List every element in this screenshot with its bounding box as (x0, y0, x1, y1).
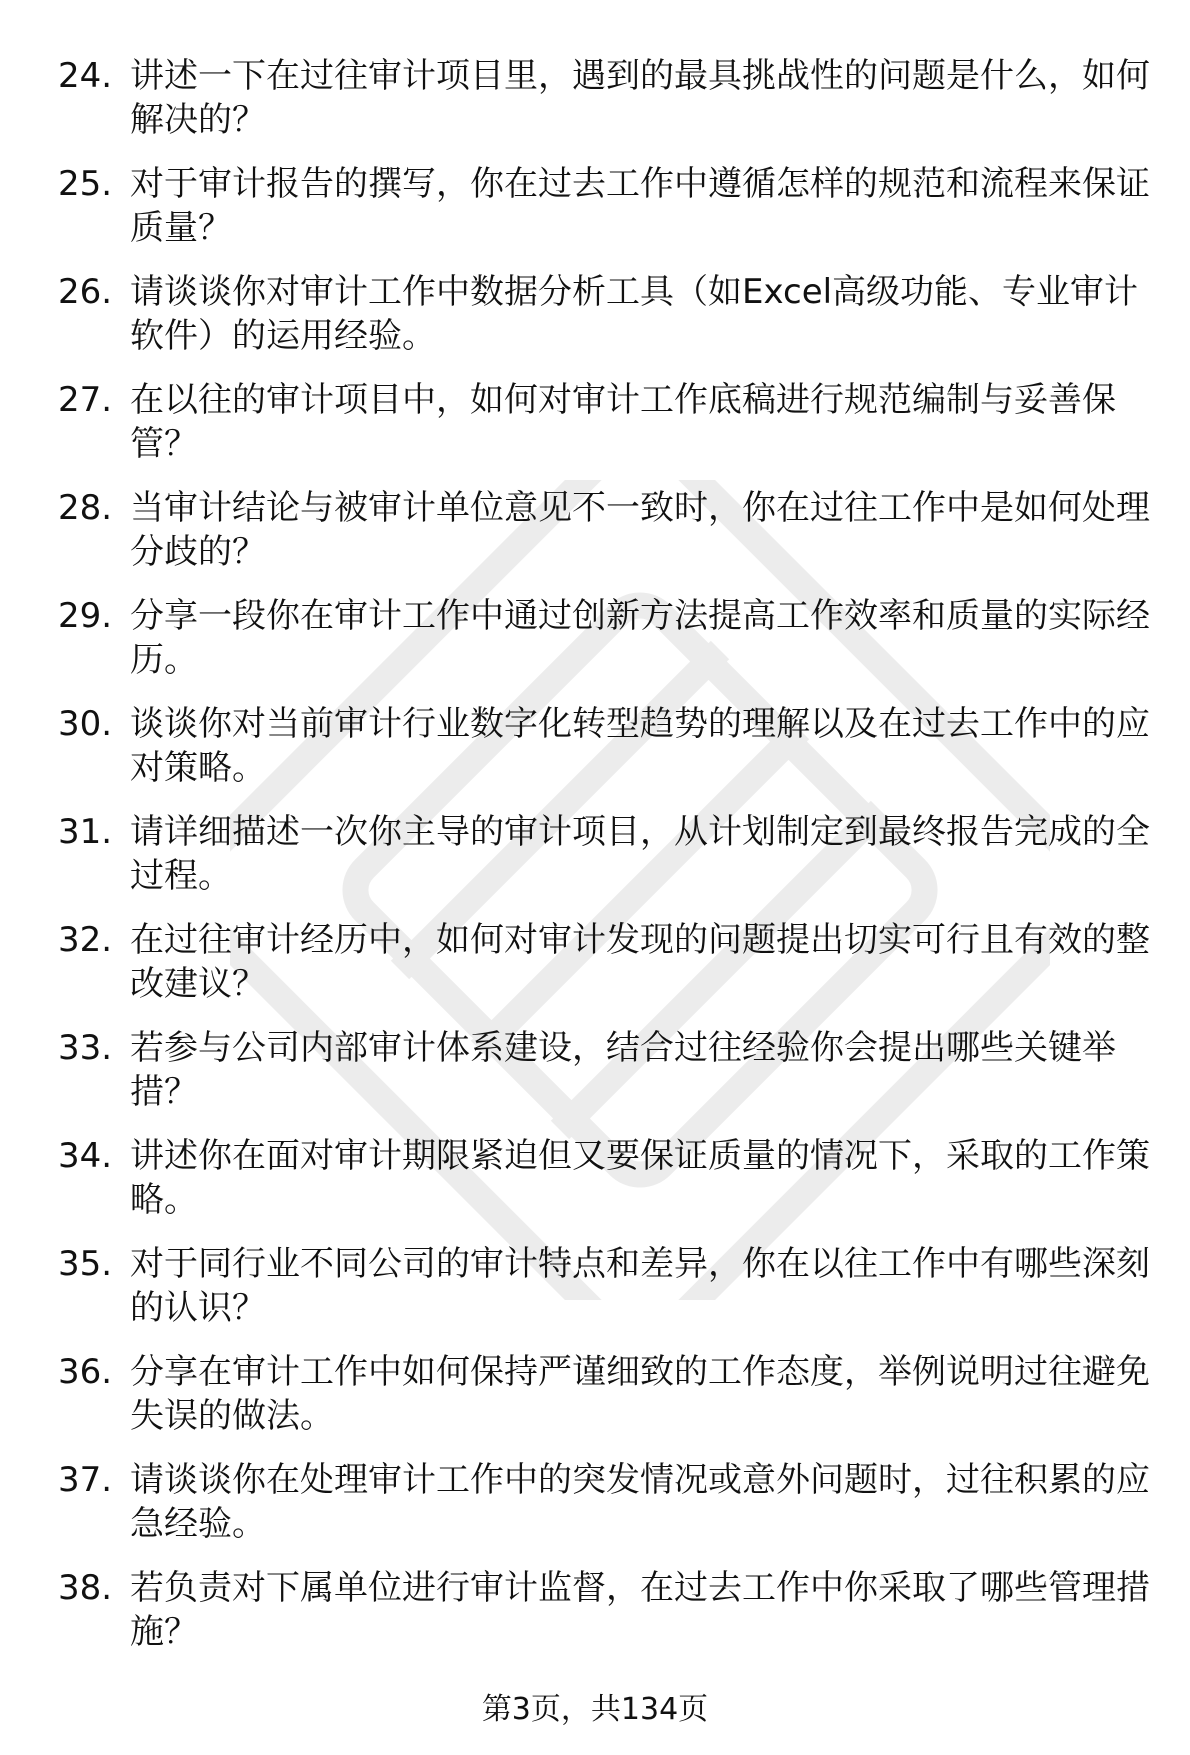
question-text: 在以往的审计项目中，如何对审计工作底稿进行规范编制与妥善保管？ (130, 380, 1116, 464)
question-text: 请详细描述一次你主导的审计项目，从计划制定到最终报告完成的全过程。 (130, 812, 1150, 896)
question-list (58, 54, 1158, 1674)
question-item (58, 1242, 1158, 1350)
question-number: 24. (58, 56, 113, 96)
question-item (58, 1350, 1158, 1458)
question-text: 当审计结论与被审计单位意见不一致时，你在过往工作中是如何处理分歧的？ (130, 488, 1150, 572)
question-number: 31. (58, 812, 113, 852)
question-text: 请谈谈你对审计工作中数据分析工具（如Excel高级功能、专业审计软件）的运用经验。 (130, 272, 1139, 356)
question-number: 25. (58, 164, 113, 204)
question-number: 37. (58, 1460, 113, 1500)
question-item (58, 54, 1158, 162)
question-number: 32. (58, 920, 113, 960)
question-text: 谈谈你对当前审计行业数字化转型趋势的理解以及在过去工作中的应对策略。 (130, 704, 1150, 788)
question-number: 34. (58, 1136, 113, 1176)
question-item (58, 810, 1158, 918)
question-item (58, 1026, 1158, 1134)
question-number: 38. (58, 1568, 113, 1608)
question-text: 请谈谈你在处理审计工作中的突发情况或意外问题时，过往积累的应急经验。 (130, 1460, 1150, 1544)
question-number: 30. (58, 704, 113, 744)
page-number-label: 第3页，共134页 (481, 1692, 709, 1727)
question-text: 若参与公司内部审计体系建设，结合过往经验你会提出哪些关键举措？ (130, 1028, 1116, 1112)
question-text: 分享在审计工作中如何保持严谨细致的工作态度，举例说明过往避免失误的做法。 (130, 1352, 1150, 1436)
question-item (58, 162, 1158, 270)
question-number: 33. (58, 1028, 113, 1068)
question-number: 29. (58, 596, 113, 636)
question-item (58, 1458, 1158, 1566)
question-number: 36. (58, 1352, 113, 1392)
question-text: 在过往审计经历中，如何对审计发现的问题提出切实可行且有效的整改建议？ (130, 920, 1150, 1004)
question-number: 35. (58, 1244, 113, 1284)
question-item (58, 702, 1158, 810)
question-item (58, 594, 1158, 702)
question-item (58, 918, 1158, 1026)
page-footer (0, 1690, 1190, 1730)
question-text: 讲述一下在过往审计项目里，遇到的最具挑战性的问题是什么，如何解决的？ (130, 56, 1150, 140)
question-number: 26. (58, 272, 113, 312)
question-number: 28. (58, 488, 113, 528)
question-text: 分享一段你在审计工作中通过创新方法提高工作效率和质量的实际经历。 (130, 596, 1150, 680)
question-item (58, 486, 1158, 594)
question-text: 若负责对下属单位进行审计监督，在过去工作中你采取了哪些管理措施？ (130, 1568, 1150, 1652)
question-text: 对于审计报告的撰写，你在过去工作中遵循怎样的规范和流程来保证质量？ (130, 164, 1150, 248)
question-number: 27. (58, 380, 113, 420)
question-text: 讲述你在面对审计期限紧迫但又要保证质量的情况下，采取的工作策略。 (130, 1136, 1150, 1220)
question-item (58, 1134, 1158, 1242)
question-item (58, 1566, 1158, 1674)
question-item (58, 378, 1158, 486)
question-item (58, 270, 1158, 378)
question-text: 对于同行业不同公司的审计特点和差异，你在以往工作中有哪些深刻的认识？ (130, 1244, 1150, 1328)
